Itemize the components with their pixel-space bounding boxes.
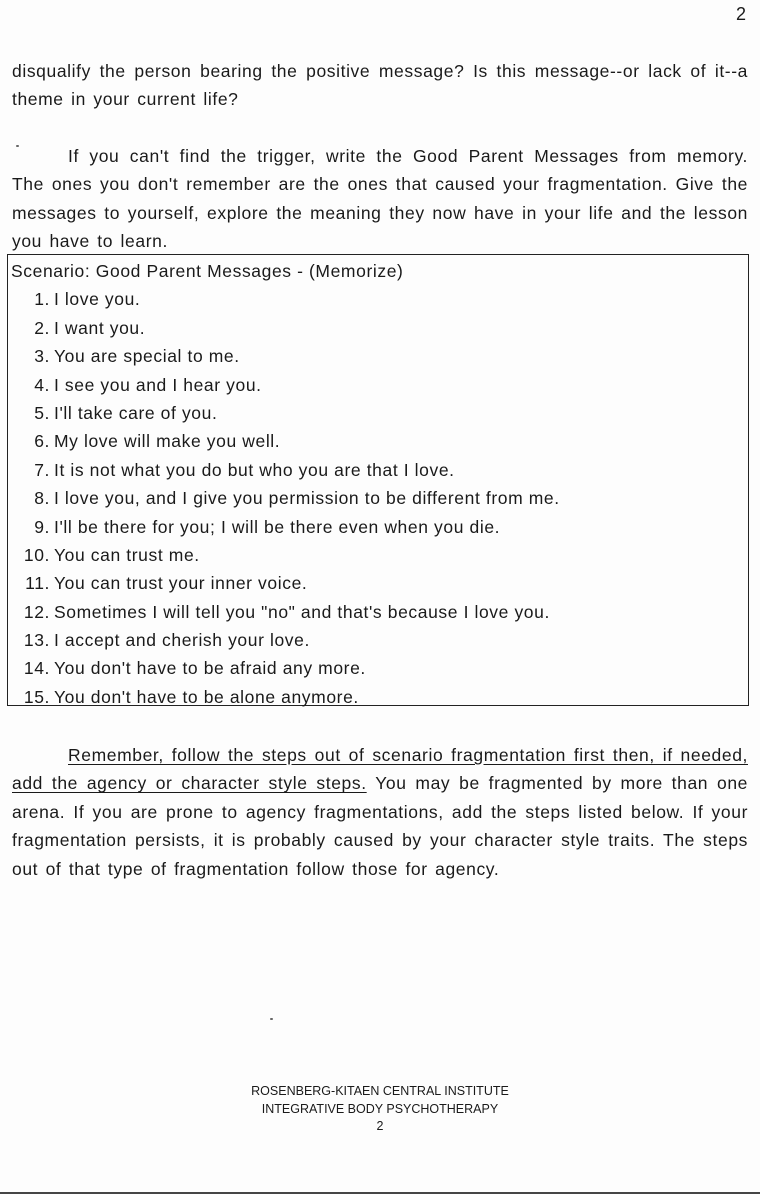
item-text: You don't have to be afraid any more. [54,658,366,679]
list-item [8,513,560,541]
item-number: 9. [34,516,50,537]
item-number: 6. [34,431,50,452]
list-item [8,456,560,484]
item-text: I want you. [54,317,146,338]
item-text: I love you, and I give you permission to be different from me. [54,488,560,509]
bottom-edge-rule [0,1192,760,1194]
item-text: Sometimes I will tell you "no" and that's because I love you. [54,601,550,622]
list-item [8,314,560,342]
footer-page-number: 2 [376,1119,384,1133]
footer [0,1083,760,1136]
item-text: It is not what you do but who you are that I love. [54,459,455,480]
item-number: 12. [23,601,50,622]
list-item [8,342,560,370]
item-number: 7. [34,459,50,480]
item-text: You can trust me. [54,544,200,565]
list-item [8,654,560,682]
item-number: 8. [34,488,50,509]
page-number: 2 [735,4,746,24]
item-text: You don't have to be alone anymore. [54,686,359,707]
item-text: I accept and cherish your love. [54,630,310,651]
list-item [8,598,560,626]
item-number: 4. [34,374,50,395]
item-text: I'll be there for you; I will be there even when you die. [54,516,501,537]
scan-speck [16,145,19,147]
item-number: 14. [23,658,50,679]
paragraph-continuation: disqualify the person bearing the positive message? Is this message--or lack of it--a theme in your current life? [12,61,748,110]
list-item [8,569,560,597]
paragraph-remember [12,741,748,883]
list-item [8,484,560,512]
list-item [8,285,560,313]
footer-subtitle: INTEGRATIVE BODY PSYCHOTHERAPY [261,1101,499,1116]
paragraph-remember-rest: You may be fragmented by more than one arena. If you are prone to agency fragmentations, add the steps listed below. If your fragmentation persists, it is probably caused by your character style traits. The steps out of that type of fragmentation follow those for agency. [12,773,748,879]
item-text: My love will make you well. [54,431,281,452]
item-text: I'll take care of you. [54,402,218,423]
item-number: 13. [23,630,50,651]
item-number: 2. [34,317,50,338]
list-item [8,541,560,569]
scan-speck [270,1018,273,1020]
item-number: 10. [23,544,50,565]
list-item [8,683,560,711]
item-text: You can trust your inner voice. [54,573,308,594]
item-number: 3. [34,346,50,367]
underlined-instruction: Remember, follow the steps out of scenario fragmentation first then, if needed, add the agency or character style steps. [12,745,748,794]
item-number: 1. [34,289,50,310]
item-text: You are special to me. [54,346,240,367]
scenario-title: Scenario: Good Parent Messages - (Memorize) [11,261,404,281]
item-text: I see you and I hear you. [54,374,262,395]
paragraph-trigger: If you can't find the trigger, write the Good Parent Messages from memory. The ones you don't remember are the ones that caused your fragmentation. Give the messages to yourself, explore the meaning they now have in your life and the lesson you have to learn. [12,146,748,252]
list-item [8,427,560,455]
item-number: 5. [34,402,50,423]
item-number: 11. [25,573,50,594]
list-item [8,371,560,399]
list-item [8,626,560,654]
good-parent-messages-list [8,285,560,711]
item-number: 15. [23,686,50,707]
item-text: I love you. [54,289,141,310]
footer-institute: ROSENBERG-KITAEN CENTRAL INSTITUTE [251,1084,509,1098]
scenario-box [7,254,749,706]
list-item [8,399,560,427]
